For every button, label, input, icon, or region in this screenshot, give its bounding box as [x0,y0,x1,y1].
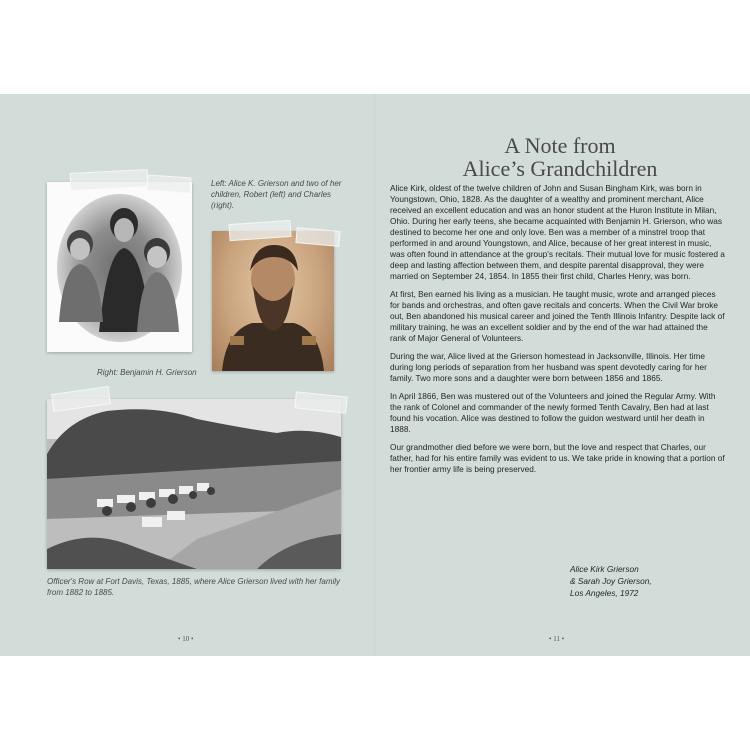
page-title [390,134,730,180]
tape-strip [146,174,191,193]
page-gutter [374,94,376,656]
family-photo-caption: Left: Alice K. Grierson and two of her children, Robert (left) and Charles (right). [211,179,342,210]
page-number-right: • 11 • [549,635,565,643]
paragraph: In April 1866, Ben was mustered out of the Volunteers and joined the Regular Army. With the rank of Colonel and commander of the newly formed Tenth Cavalry, Ben had at last found his vocation. Alice was destined to follow the guidon westward until her death in 1888. [390,391,716,434]
title-line-1: A Note from [504,133,616,158]
fort-davis-photo [47,399,341,569]
page-number-left: • 10 • [178,635,194,643]
fort-photo-caption: Officer's Row at Fort Davis, Texas, 1885, where Alice Grierson lived with her family from 1882 to 1885. [47,577,341,597]
body-text [390,183,726,482]
fort-landscape [47,399,341,569]
paragraph: During the war, Alice lived at the Grierson homestead in Jacksonville, Illinois. Her time during long periods of separation from her husband was spent devotedly caring for her family. Two more sons and a daughter were born between 1856 and 1865. [390,351,707,383]
title-line-2: Alice’s Grandchildren [462,156,658,181]
book-spread [0,94,750,656]
paragraph: Alice Kirk, oldest of the twelve children of John and Susan Bingham Kirk, was born in Youngstown, Ohio, 1828. As the daughter of a wealthy and prominent merchant, Alice received an excellent education and was an honor student at the Huron Institute in Milan, Ohio. During her early teens, she became acquainted with Benjamin H. Grierson, who was destined to become her one and only love. Ben was a member of a minstrel troop that performed in and around Youngstown, and Alice, because of her great interest in music, was often found in attendance at the group's recitals. Their mutual love for music fostered a deep and lasting affection between them, and despite parental disapproval, they were married on September 24, 1854. In 1855 their first child, Charles Henry, was born. [390,183,725,281]
signature-line: Los Angeles, 1972 [570,588,639,598]
portrait-caption: Right: Benjamin H. Grierson [97,368,197,377]
family-figures [47,182,192,352]
paragraph: Our grandmother died before we were born, but the love and respect that Charles, our father, had for his entire family was evident to us. We take pride in knowing that a portion of her frontier army life is being preserved. [390,442,725,474]
family-photo [47,182,192,352]
signature-line: Alice Kirk Grierson [570,564,639,574]
signature-block [570,563,720,599]
grierson-portrait [212,231,334,371]
paragraph: At first, Ben earned his living as a musician. He taught music, wrote and arranged pieces for bands and orchestras, and often gave recitals and concerts. When the Civil War broke out, Ben abandoned his musical career and joined the Tenth Illinois Infantry. Despite lack of military training, he was an excellent soldier and by the end of the war had attained the rank of Major General of Volunteers. [390,289,725,343]
portrait-figure [212,231,334,371]
signature-line: & Sarah Joy Grierson, [570,576,652,586]
